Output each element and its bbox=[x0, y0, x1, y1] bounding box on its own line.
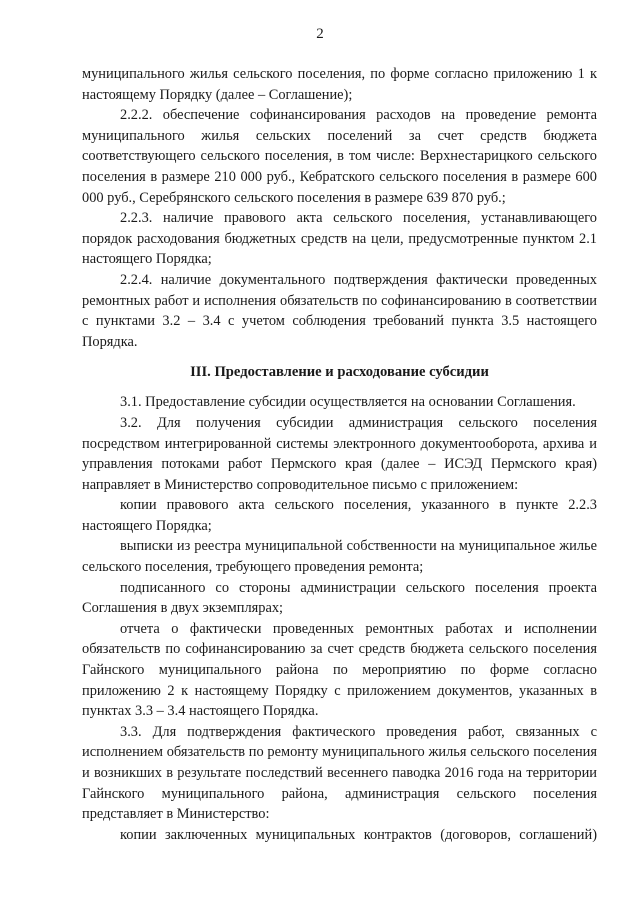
paragraph: отчета о фактически проведенных ремонтных работах и исполнении обязательств по софинансированию за счет средств бюджета сельского поселения Гайнского муниципального района по мероприятию по форме согласно приложению 2 к настоящему Порядку с приложением документов, указанных в пунктах 3.3 – 3.4 настоящего Порядка. bbox=[82, 620, 597, 720]
document-body bbox=[82, 64, 597, 845]
paragraph: выписки из реестра муниципальной собственности на муниципальное жилье сельского поселения, требующего проведения ремонта; bbox=[82, 538, 597, 576]
section-heading: III. Предоставление и расходование субсидии bbox=[190, 364, 489, 381]
paragraph: 2.2.2. обеспечение софинансирования расходов на проведение ремонта муниципального жилья сельских поселений за счет средств бюджета соответствующего сельского поселения, в том числе: Верхнестарицкого сельского поселения в размере 210 000 руб., Кебратского сельского поселения в размере 600 000 руб., Серебрянского сельского поселения в размере 639 870 руб.; bbox=[82, 107, 597, 206]
section-2-continuation bbox=[82, 64, 597, 352]
paragraph: 3.3. Для подтверждения фактического проведения работ, связанных с исполнением обязательств по ремонту муниципального жилья сельского поселения и возникших в результате последствий весеннего паводка 2016 года на территории Гайнского муниципального района, администрация сельского поселения представляет в Министерство: bbox=[82, 723, 597, 823]
paragraph: 2.2.4. наличие документального подтверждения фактически проведенных ремонтных работ и исполнения обязательств по софинансированию в соответствии с пунктами 3.2 – 3.4 с учетом соблюдения требований пункта 3.5 настоящего Порядка. bbox=[82, 271, 597, 350]
section-3-body bbox=[82, 392, 597, 845]
paragraph: муниципального жилья сельского поселения, по форме согласно приложению 1 к настоящему Порядку (далее – Соглашение); bbox=[82, 66, 597, 103]
paragraph: подписанного со стороны администрации сельского поселения проекта Соглашения в двух экземплярах; bbox=[82, 579, 597, 617]
page-number: 2 bbox=[316, 26, 324, 42]
paragraph: копии заключенных муниципальных контрактов (договоров, соглашений) bbox=[120, 826, 597, 843]
paragraph: копии правового акта сельского поселения, указанного в пункте 2.2.3 настоящего Порядка; bbox=[82, 497, 597, 534]
paragraph: 3.1. Предоставление субсидии осуществляется на основании Соглашения. bbox=[120, 394, 576, 411]
paragraph: 2.2.3. наличие правового акта сельского поселения, устанавливающего порядок расходования бюджетных средств на цели, предусмотренные пунктом 2.1 настоящего Порядка; bbox=[82, 210, 597, 268]
paragraph: 3.2. Для получения субсидии администрация сельского поселения посредством интегрированной системы электронного документооборота, архива и управления потоками работ Пермского края (далее – ИСЭД Пермского края) направляет в Министерство сопроводительное письмо с приложением: bbox=[82, 414, 597, 493]
